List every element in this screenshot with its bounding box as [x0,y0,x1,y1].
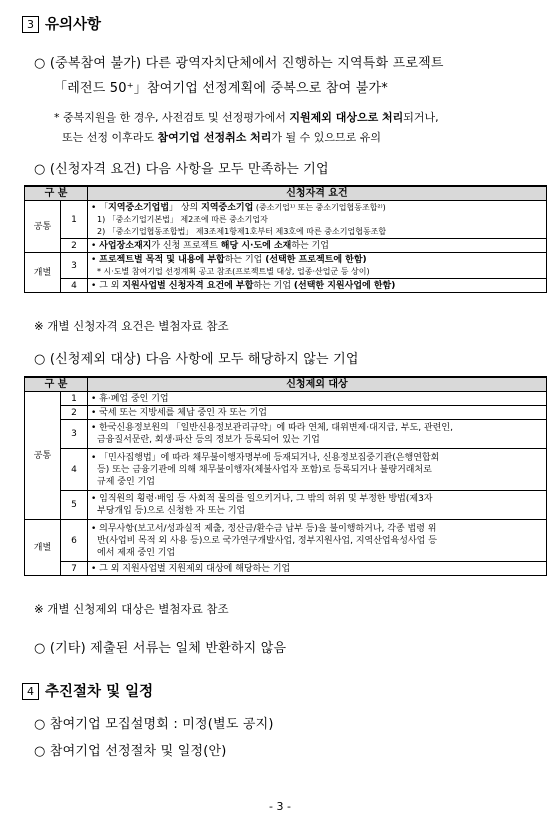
row-number: 4 [61,449,88,491]
text: • 임직원의 횡령·배임 등 사회적 물의를 일으키거나, 그 밖의 허위 및 부정한 방법(제3자 [91,494,433,504]
row-description [88,406,547,420]
section-3-title [22,13,101,34]
group-common: 공통 [25,201,61,253]
row-description [88,279,547,293]
text: • [91,254,100,265]
text: • 그 외 지원사업별 지원제외 대상에 해당하는 기업 [91,563,291,574]
row-description [88,449,547,491]
table-row [25,253,547,279]
page-number: - 3 - [269,800,291,813]
row-description [88,239,547,253]
row-number: 5 [61,491,88,520]
dup-line-2: 「레전드 50⁺」참여기업 선정계획에 중복으로 참여 불가* [54,81,388,96]
dup-note-2-end: 가 될 수 있으므로 유의 [271,131,382,144]
sub-note: 1) 「중소기업기본법」 제2조에 따른 중소기업자 [97,214,268,224]
header-requirement: 신청제외 대상 [88,377,547,392]
bold-text: (선택한 프로젝트에 한함) [265,254,367,265]
row-number: 1 [61,392,88,406]
text: 하는 기업 [224,254,266,265]
text: • 국세 또는 지방세를 체납 중인 자 또는 기업 [91,407,267,418]
process-line-1: ○ 참여기업 모집설명회 : 미정(별도 공지) [34,717,274,732]
dup-note-1-bold: 지원제외 대상으로 처리 [289,111,404,124]
row-description [88,491,547,520]
text: • 한국신용정보원의 「일반신용정보관리규약」에 따라 연체, 대위변제·대지급, 부도, 관련인, [91,423,453,433]
section-4-title [22,680,153,701]
process-line-2: ○ 참여기업 선정절차 및 일정(안) [34,744,227,759]
text: 반(사업비 목적 외 사용 등)으로 국가연구개발사업, 정부지원사업, 지역산업육성사업 등 [97,535,437,546]
row-number: 1 [61,201,88,239]
table-row [25,406,547,420]
header-division: 구 분 [25,377,88,392]
table-row [25,201,547,239]
row-description [88,201,547,239]
table-row [25,420,547,449]
text: 하는 기업 [253,280,294,291]
dup-note-2-bold: 참여기업 선정취소 처리 [157,131,272,144]
table-row [25,392,547,406]
etc-line: ○ (기타) 제출된 서류는 일체 반환하지 않음 [34,641,287,656]
eligibility-heading: ○ (신청자격 요건) 다음 사항을 모두 만족하는 기업 [34,162,329,177]
text: 」 상의 [169,202,202,213]
text: 금융질서문란, 회생·파산 등의 정보가 등록되어 있는 기업 [97,435,320,445]
row-number: 4 [61,279,88,293]
section-number-box: 4 [22,683,39,700]
row-number: 6 [61,520,88,562]
dup-line-1: ○ (중복참여 불가) 다른 광역자치단체에서 진행하는 지역특화 프로젝트 [34,56,444,71]
table-row [25,562,547,576]
exclusion-table-header [25,377,547,392]
row-description [88,392,547,406]
group-individual: 개별 [25,520,61,576]
group-individual: 개별 [25,253,61,293]
text: 에서 제재 중인 기업 [97,547,176,558]
text: 하는 기업 [291,240,329,251]
bold-text: (선택한 지원사업에 한함) [293,280,396,291]
eligibility-table [24,185,547,293]
exclusion-table [24,376,547,576]
table-row [25,491,547,520]
eligibility-footnote: ※ 개별 신청자격 요건은 별첨자료 참조 [34,319,229,333]
text: 부당개입 등)으로 신청한 자 또는 기업 [97,506,246,516]
row-number: 3 [61,253,88,279]
row-number: 2 [61,406,88,420]
exclusion-footnote: ※ 개별 신청제외 대상은 별첨자료 참조 [34,602,229,616]
bold-text: 지역중소기업 [201,202,254,213]
text: 가 신청 프로젝트 [151,240,221,251]
table-row [25,279,547,293]
text: 등) 또는 금융기관에 의해 채무불이행자(체불사업자 포함)로 등록되거나 불량거래처로 [97,464,432,475]
dup-note-2-text: 또는 선정 이후라도 [62,131,158,144]
text: • 휴·폐업 중인 기업 [91,393,169,404]
text: • 그 외 [91,280,123,291]
table-row [25,520,547,562]
row-description [88,420,547,449]
exclusion-heading: ○ (신청제외 대상) 다음 사항에 모두 해당하지 않는 기업 [34,352,359,367]
text: • 「민사집행법」에 따라 채무불이행자명부에 등재되거나, 신용정보집중기관(은행연합회 [91,452,440,463]
table-row [25,239,547,253]
row-number: 3 [61,420,88,449]
section-title-text: 유의사항 [45,17,102,33]
eligibility-table-header [25,186,547,201]
dup-note-2 [62,129,381,145]
text: • 의무사항(보고서/성과실적 제출, 정산금/환수금 납부 등)을 불이행하거나, 각종 법령 위 [91,523,437,534]
header-requirement: 신청자격 요건 [88,186,547,201]
row-description [88,562,547,576]
dup-note-1 [54,109,439,125]
section-title-text: 추진절차 및 일정 [45,684,154,700]
bold-text: 해당 시·도에 소재 [220,240,292,251]
text: 규제 중인 기업 [97,476,155,487]
dup-note-1-end: 되거나, [403,111,439,124]
text: • 「 [91,202,109,213]
text: (중소기업¹⁾ 또는 중소기업협동조합²⁾) [253,202,386,212]
bold-text: 지역중소기업법 [108,202,170,213]
bold-text: 지원사업별 신청자격 요건에 부합 [122,280,254,291]
sub-note: * 시·도별 참여기업 선정계획 공고 참조(프로젝트별 대상, 업종·산업군 등 상이) [97,266,370,276]
sub-note: 2) 「중소기업협동조합법」 제3조제1항제1호부터 제3호에 따른 중소기업협동조합 [97,226,387,236]
row-description [88,253,547,279]
table-row [25,449,547,491]
section-number-box: 3 [22,16,39,33]
text: • [91,240,100,251]
row-number: 2 [61,239,88,253]
row-description [88,520,547,562]
group-common: 공통 [25,392,61,520]
dup-note-1-text: * 중복지원을 한 경우, 사전검토 및 선정평가에서 [54,111,290,124]
bold-text: 프로젝트별 목적 및 내용에 부합 [99,254,225,265]
header-division: 구 분 [25,186,88,201]
bold-text: 사업장소재지 [99,240,152,251]
row-number: 7 [61,562,88,576]
